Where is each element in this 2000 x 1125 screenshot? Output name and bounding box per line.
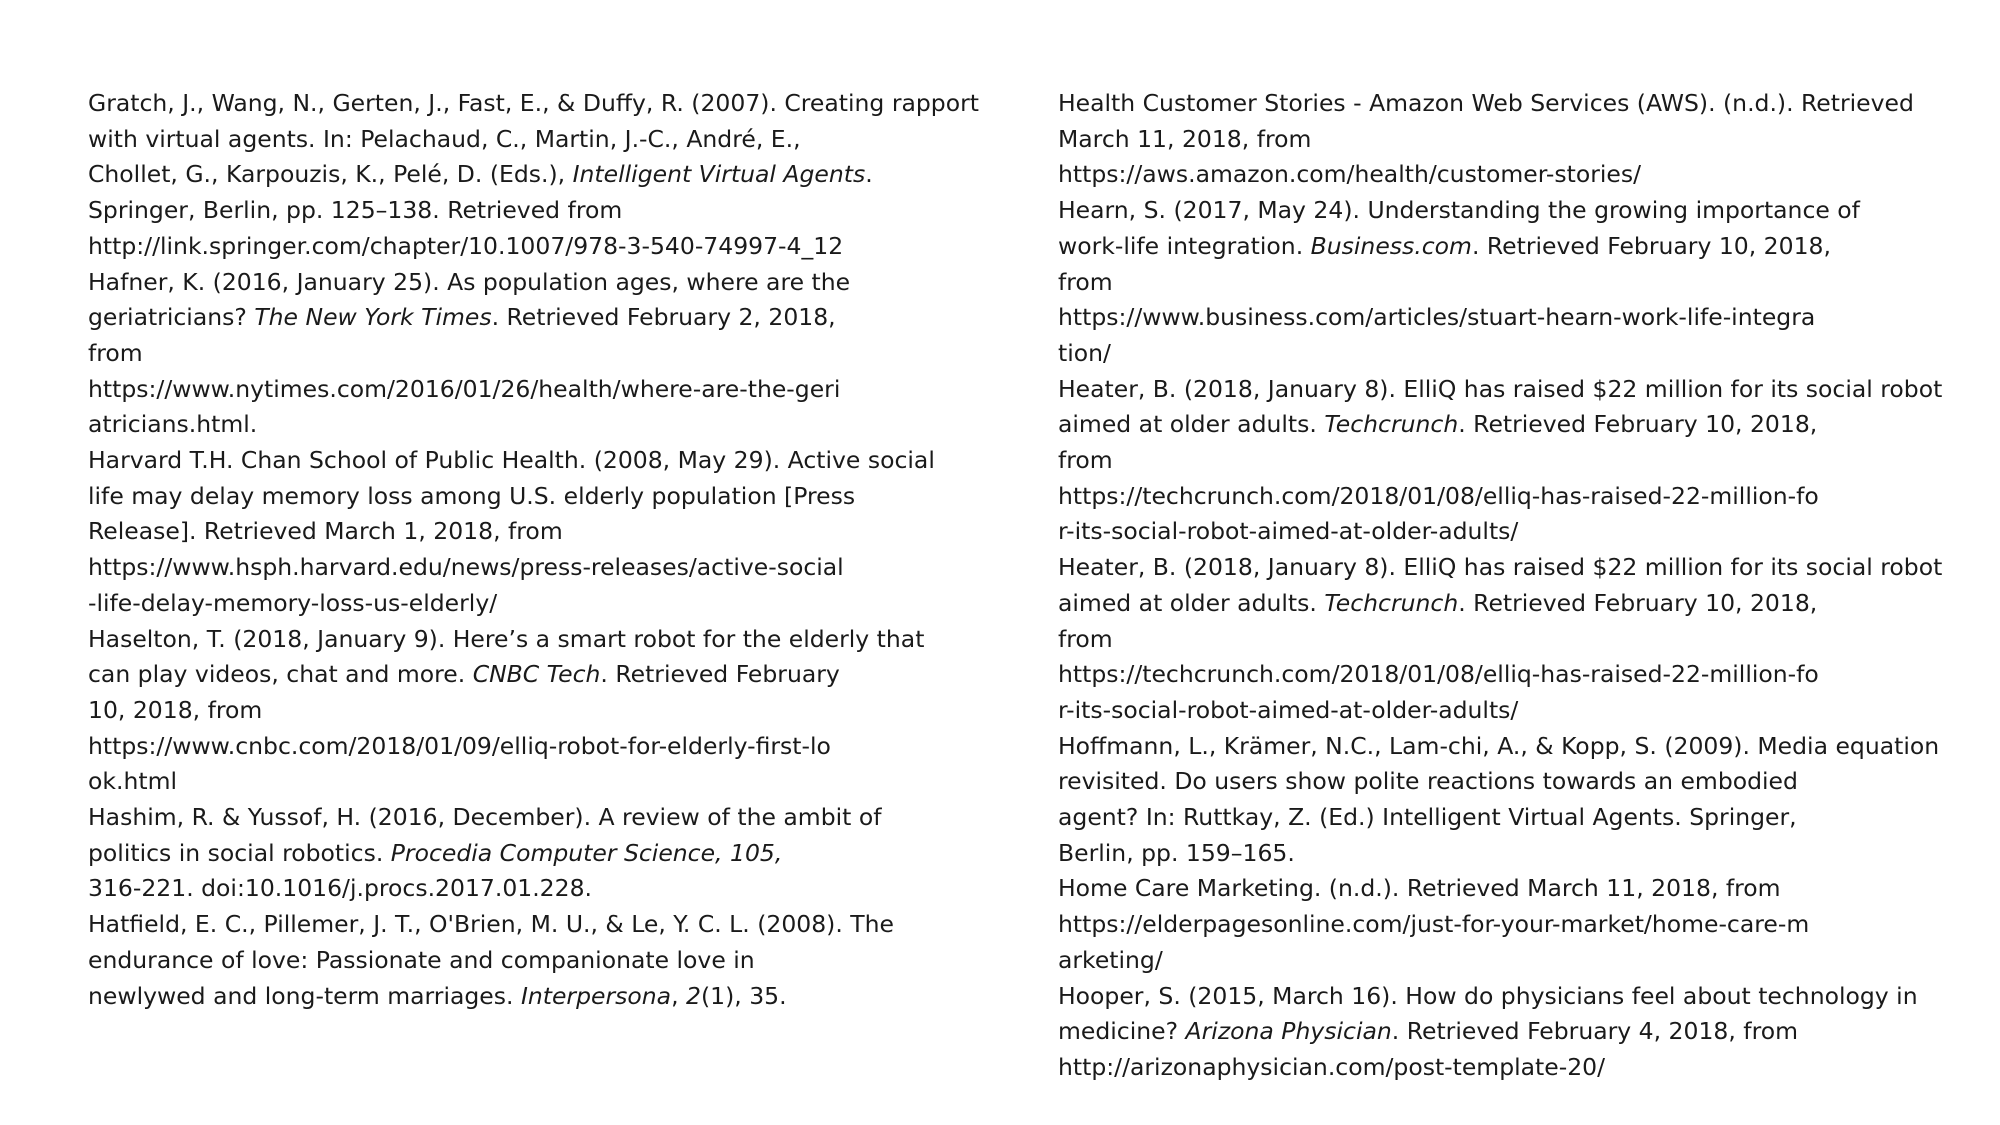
reference-line [1058,265,1938,301]
reference-line [1058,479,1938,515]
reference-line [88,979,958,1015]
reference-text: Harvard T.H. Chan School of Public Health. (2008, May 29). Active social [88,446,935,475]
reference-text: tion/ [1058,338,1111,367]
reference-text: March 11, 2018, from [1058,124,1312,153]
reference-line [88,764,958,800]
reference-text: Release]. Retrieved March 1, 2018, from [88,517,563,546]
reference-entry [88,622,958,801]
reference-text: agent? In: Ruttkay, Z. (Ed.) Intelligent Virtual Agents. Springer, [1058,803,1797,832]
reference-entry [1058,871,1938,978]
reference-text: from [88,338,143,367]
reference-line [1058,407,1938,443]
reference-text: http://arizonaphysician.com/post-template-20/ [1058,1052,1606,1081]
reference-line [1058,979,1938,1015]
reference-text: . Retrieved February 2, 2018, [491,303,836,332]
reference-line [88,550,958,586]
reference-line [88,514,958,550]
reference-text: . Retrieved February 4, 2018, from [1391,1017,1798,1046]
reference-text: aimed at older adults. [1058,410,1325,439]
reference-line [1058,836,1938,872]
reference-text: politics in social robotics. [88,838,391,867]
reference-text: aimed at older adults. [1058,588,1325,617]
reference-text: medicine? [1058,1017,1186,1046]
reference-italic-text: The New York Times [254,303,492,332]
reference-italic-text: Arizona Physician [1185,1017,1392,1046]
reference-line [88,407,958,443]
reference-text: from [1058,446,1113,475]
reference-text: Heater, B. (2018, January 8). ElliQ has raised $22 million for its social robot [1058,553,1943,582]
reference-line [88,265,958,301]
reference-text: geriatricians? [88,303,255,332]
reference-text: . Retrieved February 10, 2018, [1471,231,1831,260]
reference-text: revisited. Do users show polite reactions towards an embodied [1058,767,1798,796]
reference-text: (1), 35. [700,981,787,1010]
reference-text: ok.html [88,767,177,796]
reference-line [88,122,958,158]
reference-line [88,479,958,515]
reference-line [88,586,958,622]
reference-line [1058,86,1938,122]
reference-line [88,336,958,372]
reference-italic-text: Procedia Computer Science, 105, [390,838,783,867]
reference-line [88,300,958,336]
reference-line [88,729,958,765]
reference-text: Health Customer Stories - Amazon Web Services (AWS). (n.d.). Retrieved [1058,89,1914,117]
reference-entry [88,800,958,907]
reference-line [1058,871,1938,907]
reference-entry [88,443,958,622]
reference-entry [88,907,958,1014]
reference-text: https://techcrunch.com/2018/01/08/elliq-has-raised-22-million-fo [1058,660,1819,689]
reference-line [1058,157,1938,193]
reference-line [1058,514,1938,550]
reference-entry [1058,372,1943,551]
reference-line [1058,229,1938,265]
reference-line [88,657,958,693]
reference-entry [1058,550,1943,729]
reference-text: Berlin, pp. 159–165. [1058,838,1295,867]
reference-line [88,86,979,122]
reference-line [88,693,958,729]
reference-text: Gratch, J., Wang, N., Gerten, J., Fast, E., & Duffy, R. (2007). Creating rapport [88,89,979,117]
reference-line [1058,657,1938,693]
reference-text: Home Care Marketing. (n.d.). Retrieved March 11, 2018, from [1058,874,1781,903]
reference-line [1058,693,1938,729]
reference-line [88,871,958,907]
reference-text: . Retrieved February [600,660,840,689]
reference-line [1058,122,1938,158]
reference-column-left [88,86,979,1014]
reference-text: arketing/ [1058,945,1163,974]
reference-line [88,229,958,265]
reference-line [1058,800,1938,836]
reference-text: atricians.html. [88,410,258,439]
reference-line [88,800,958,836]
reference-italic-text: Business.com [1310,231,1472,260]
reference-entry [1058,193,1938,372]
reference-italic-text: Interpersona [520,981,672,1010]
reference-entry [88,86,979,265]
reference-line [88,943,958,979]
reference-line [1058,1050,1938,1086]
reference-line [1058,336,1938,372]
reference-text: r-its-social-robot-aimed-at-older-adults/ [1058,517,1519,546]
reference-line [88,907,958,943]
reference-line [1058,300,1938,336]
reference-column-right [1058,86,1943,1086]
reference-text: endurance of love: Passionate and companionate love in [88,945,755,974]
reference-text: https://elderpagesonline.com/just-for-your-market/home-care-m [1058,910,1810,939]
reference-entry [1058,979,1938,1086]
reference-italic-text: Techcrunch [1324,410,1459,439]
reference-line [1058,943,1938,979]
reference-text: from [1058,267,1113,296]
reference-text: Hatfield, E. C., Pillemer, J. T., O'Brien, M. U., & Le, Y. C. L. (2008). The [88,910,894,939]
reference-line [1058,764,1938,800]
reference-text: Hoffmann, L., Krämer, N.C., Lam-chi, A., & Kopp, S. (2009). Media equation [1058,731,1940,760]
reference-line [88,193,958,229]
reference-italic-text: 2 [686,981,701,1010]
reference-text: https://aws.amazon.com/health/customer-stories/ [1058,160,1642,189]
reference-text: from [1058,624,1113,653]
reference-line [1058,586,1938,622]
reference-line [1058,443,1938,479]
reference-entry [1058,729,1938,872]
reference-text: newlywed and long-term marriages. [88,981,521,1010]
reference-text: Hooper, S. (2015, March 16). How do physicians feel about technology in [1058,981,1918,1010]
reference-text: https://www.nytimes.com/2016/01/26/health/where-are-the-geri [88,374,841,403]
reference-italic-text: Techcrunch [1324,588,1459,617]
reference-text: with virtual agents. In: Pelachaud, C., Martin, J.-C., André, E., [88,124,801,153]
reference-text: https://www.cnbc.com/2018/01/09/elliq-robot-for-elderly-first-lo [88,731,831,760]
reference-italic-text: Intelligent Virtual Agents [572,160,866,189]
reference-line [88,372,958,408]
reference-text: -life-delay-memory-loss-us-elderly/ [88,588,498,617]
reference-line [1058,622,1938,658]
reference-line [88,443,958,479]
reference-text: Haselton, T. (2018, January 9). Here’s a smart robot for the elderly that [88,624,925,653]
reference-line [1058,550,1943,586]
reference-text: Springer, Berlin, pp. 125–138. Retrieved from [88,196,623,225]
reference-text: life may delay memory loss among U.S. elderly population [Press [88,481,856,510]
reference-line [1058,729,1940,765]
reference-text: work-life integration. [1058,231,1311,260]
reference-line [88,836,958,872]
reference-text: r-its-social-robot-aimed-at-older-adults/ [1058,695,1519,724]
reference-text: 10, 2018, from [88,695,263,724]
reference-text: http://link.springer.com/chapter/10.1007/978-3-540-74997-4_12 [88,231,844,260]
reference-text: . [865,160,873,189]
reference-line [1058,907,1938,943]
reference-text: Chollet, G., Karpouzis, K., Pelé, D. (Eds.), [88,160,573,189]
reference-line [1058,372,1943,408]
reference-text: https://www.business.com/articles/stuart-hearn-work-life-integra [1058,303,1816,332]
reference-line [88,622,958,658]
reference-italic-text: CNBC Tech [472,660,601,689]
reference-text: https://techcrunch.com/2018/01/08/elliq-has-raised-22-million-fo [1058,481,1819,510]
reference-text: , [671,981,687,1010]
reference-text: Heater, B. (2018, January 8). ElliQ has raised $22 million for its social robot [1058,374,1943,403]
reference-line [1058,193,1938,229]
reference-text: . Retrieved February 10, 2018, [1458,410,1818,439]
reference-text: https://www.hsph.harvard.edu/news/press-releases/active-social [88,553,844,582]
reference-text: . Retrieved February 10, 2018, [1458,588,1818,617]
reference-text: Hashim, R. & Yussof, H. (2016, December). A review of the ambit of [88,803,882,832]
reference-line [88,157,958,193]
reference-text: Hafner, K. (2016, January 25). As population ages, where are the [88,267,851,296]
reference-entry [88,265,958,444]
reference-text: 316-221. doi:10.1016/j.procs.2017.01.228. [88,874,593,903]
reference-text: Hearn, S. (2017, May 24). Understanding the growing importance of [1058,196,1860,225]
reference-entry [1058,86,1938,193]
reference-text: can play videos, chat and more. [88,660,473,689]
reference-line [1058,1014,1938,1050]
